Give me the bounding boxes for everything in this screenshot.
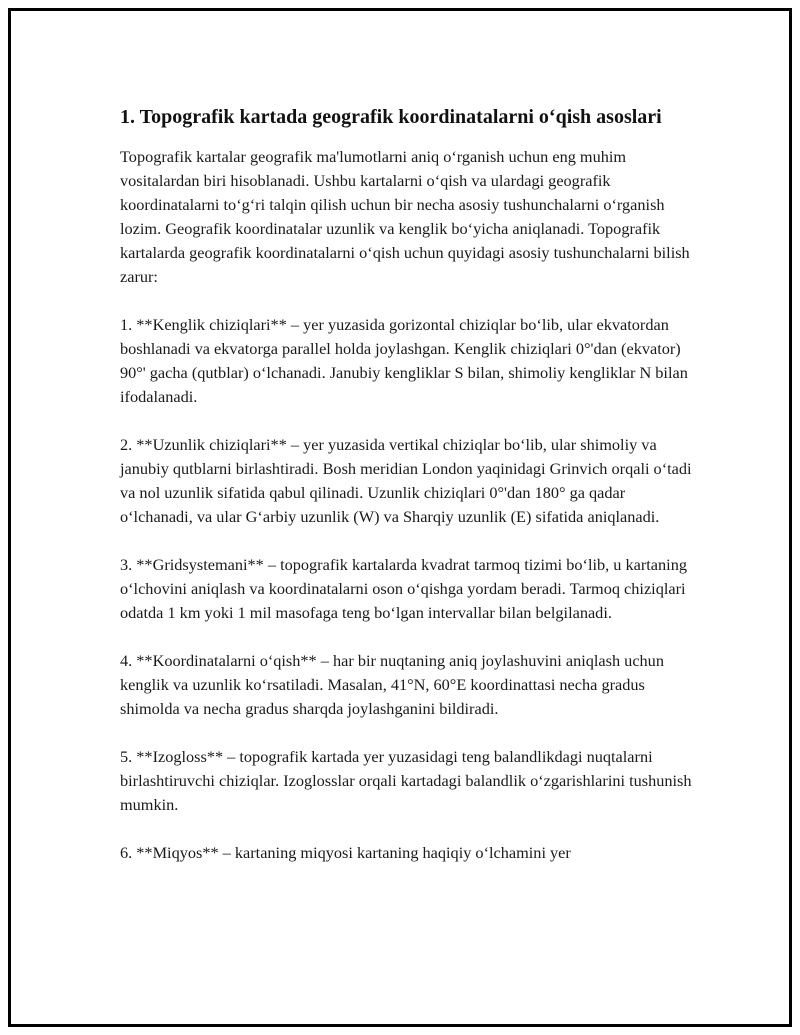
intro-paragraph: Topografik kartalar geografik ma'lumotlarni aniq o‘rganish uchun eng muhim vositalardan biri hisoblanadi. Ushbu kartalarni o‘qish va ulardagi geografik koordinatalarni to‘g‘ri talqin qilish uchun bir necha asosiy tushunchalarni o‘rganish lozim. Geografik koordinatalar uzunlik va kenglik bo‘yicha aniqlanadi. Topografik kartalarda geografik koordinatalarni o‘qish uchun quyidagi asosiy tushunchalarni bilish zarur: <box>120 147 690 286</box>
paragraph-scale: 6. **Miqyos** – kartaning miqyosi kartaning haqiqiy o‘lchamini yer <box>120 843 571 862</box>
paragraph-grid-system: 3. **Gridsystemani** – topografik kartalarda kvadrat tarmoq tizimi bo‘lib, u kartaning o‘lchovini aniqlash va koordinatalarni oson o‘qishga yordam beradi. Tarmoq chiziqlari odatda 1 km yoki 1 mil masofaga teng bo‘lgan intervallar bilan belgilanadi. <box>120 555 687 622</box>
page-frame <box>8 8 792 1027</box>
paragraph-reading-coordinates: 4. **Koordinatalarni o‘qish** – har bir nuqtaning aniq joylashuvini aniqlash uchun kenglik va uzunlik ko‘rsatiladi. Masalan, 41°N, 60°E koordinattasi necha gradus shimolda va necha gradus sharqda joylashganini bildiradi. <box>120 651 664 718</box>
paragraph-longitude: 2. **Uzunlik chiziqlari** – yer yuzasida vertikal chiziqlar bo‘lib, ular shimoliy va janubiy qutblarni birlashtiradi. Bosh meridian London yaqinidagi Grinvich orqali o‘tadi va nol uzunlik sifatida qabul qilinadi. Uzunlik chiziqlari 0°'dan 180° ga qadar o‘lchanadi, va ular G‘arbiy uzunlik (W) va Sharqiy uzunlik (E) sifatida aniqlanadi. <box>120 435 692 526</box>
section-heading: 1. Topografik kartada geografik koordinatalarni o‘qish asoslari <box>120 106 662 128</box>
document-body <box>120 103 700 889</box>
paragraph-isolines: 5. **Izogloss** – topografik kartada yer yuzasidagi teng balandlikdagi nuqtalarni birlashtiruvchi chiziqlar. Izoglosslar orqali kartadagi balandlik o‘zgarishlarini tushunish mumkin. <box>120 747 692 814</box>
paragraph-latitude: 1. **Kenglik chiziqlari** – yer yuzasida gorizontal chiziqlar bo‘lib, ular ekvatordan boshlanadi va ekvatorga parallel holda joylashgan. Kenglik chiziqlari 0°'dan (ekvator) 90°' gacha (qutblar) o‘lchanadi. Janubiy kengliklar S bilan, shimoliy kengliklar N bilan ifodalanadi. <box>120 315 688 406</box>
